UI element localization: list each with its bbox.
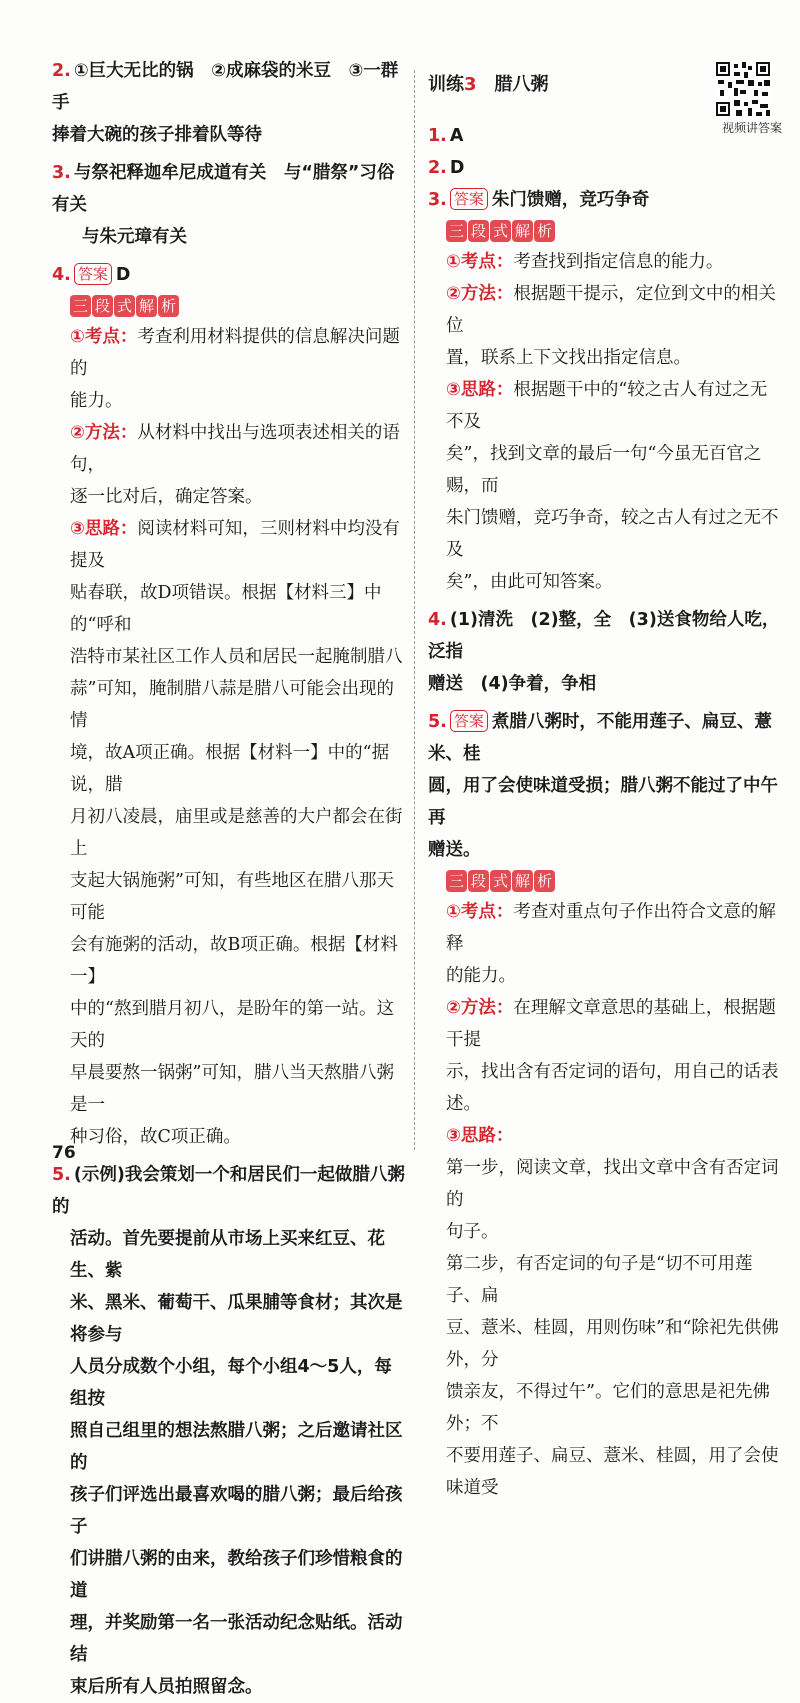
analysis-tag: 三 段 式 解 析 [428,220,556,242]
analysis-tag: 三 段 式 解 析 [428,870,556,892]
left-column [52,55,407,1703]
q-number: 2. [52,61,71,81]
q2-line-1: ①巨大无比的锅 ②成麻袋的米豆 ③一群手 [52,61,399,113]
q-number: 3. [52,163,71,183]
right-analysis-2: ①考点：考查对重点句子作出符合文意的解释 的能力。 ②方法：在理解文章意思的基础上，根据题干提 示，找出含有否定词的语句，用自己的话表述。 ③思路： 第一步，阅读文章，找出文章中含有否定词的 句子。 第二步，有否定词的句子是“切不可用莲子、扁 豆、薏米、桂圆，用则伤味”和“除祀先供佛外，分 馈亲友，不得过午”。它们的意思是祀先佛外；不 不要用莲子、扁豆、薏米、桂圆，用了会使味道受 [446,902,779,1498]
q2-answer: D [449,158,465,178]
left-q3 [52,157,407,253]
qr-code-icon[interactable] [714,60,772,118]
left-q5: 5. (示例)我会策划一个和居民们一起做腊八粥的 活动。首先要提前从市场上买来红豆、花生、紫 米、黑米、葡萄干、瓜果脯等食材；其次是将参与 人员分成数个小组，每个小组4～5人，每组按 照自己组里的想法熬腊八粥；之后邀请社区的 孩子们评选出最喜欢喝的腊八粥；最后给孩子 们讲腊八粥的由来，教给孩子们珍惜粮食的道 理，并奖励第一名一张活动纪念贴纸。活动结 束后所有人员拍照留念。 [52,1165,405,1697]
q-number: 5. [52,1165,71,1185]
answer-tag: 答案 [450,710,488,732]
qr-caption: 视频讲答案 [721,121,782,135]
q3-line-1: 与祭祀释迦牟尼成道有关 与“腊祭”习俗有关 [52,163,395,215]
kaodian-label: ①考点： [70,327,138,347]
page-number: 76 [52,1143,76,1163]
column-divider [414,70,415,1150]
right-q5: 5. 答案 煮腊八粥时，不能用莲子、扁豆、薏米、桂 圆，用了会使味道受损；腊八粥不能过了中午再 赠送。 [428,712,778,860]
left-analysis: ①考点：考查利用材料提供的信息解决问题的 能力。 ②方法：从材料中找出与选项表述相关的语句， 逐一比对后，确定答案。 ③思路：阅读材料可知，三则材料中均没有提及 贴春联，故D项错误。根据【材料三】中的“呼和 浩特市某社区工作人员和居民一起腌制腊八 蒜”可知，腌制腊八蒜是腊八可能会出现的情 境，故A项正确。根据【材料一】中的“据说，腊 月初八凌晨，庙里或是慈善的大户都会在街上 支起大锅施粥”可知，有些地区在腊八那天可能 会有施粥的活动，故B项正确。根据【材料一】 中的“熬到腊月初八，是盼年的第一站。这天的 早晨要熬一锅粥”可知，腊八当天熬腊八粥是一 种习俗，故C项正确。 [70,327,403,1147]
analysis-tag: 三 段 式 解 析 [52,295,180,317]
right-analysis-1: ①考点：考查找到指定信息的能力。 ②方法：根据题干提示，定位到文中的相关位 置，联系上下文找出指定信息。 ③思路：根据题干中的“较之古人有过之无不及 矣”，找到文章的最后一句“今虽无百官之赐，而 朱门馈赠，竞巧争奇，较之古人有过之无不及 矣”，由此可知答案。 [446,252,779,592]
answer-tag: 答案 [74,263,112,285]
right-column: 训练3 腊八粥 1. A 2. D 3. 答案 朱门馈赠，竞巧争奇 三 段 式 解 析 ①考点：考查找到指定信息的能力。 ②方法：根据题干提示，定位到文中的相关位 置，联系上下文找出指定信息。 ③思路：根据题干中的“较之古人有过之无不及 矣”，找到文章的最后一句“今虽无百官之赐，而 朱门馈赠，竞巧争奇，较之古人有过之无不及 矣”，由此可知答案。 4. (1)清洗 (2)整，全 (3)送食物给人吃，泛指 赠送 (4)争着，争相 5. 答案 煮腊八粥时，不能用莲子、扁豆、薏米、桂 圆，用了会使味道受损；腊八粥不能过了中午再 赠送。 三 段 式 解 析 ①考点：考查对重点句子作出符合文意的解释 的能力。 ②方法：在理解文章意思的基础上，根据题干提 示，找出含有否定词的语句，用自己的话表述。 ③思路： 第一步，阅读文章，找出文章中含有否定词的 句子。 第二步，有否定词的句子是“切不可用莲子、扁 豆、薏米、桂圆，用则伤味”和“除祀先供佛外，分 馈亲友，不得过午”。它们的意思是祀先佛外；不 不要用莲子、扁豆、薏米、桂圆，用了会使味道受 [428,55,780,1504]
training-title: 训练3 腊八粥 [428,74,549,95]
silu-label: ③思路： [70,519,138,539]
q4-answer: D [115,265,131,285]
left-q4 [52,259,407,291]
right-q4: 4. (1)清洗 (2)整，全 (3)送食物给人吃，泛指 赠送 (4)争着，争相 [428,610,780,694]
answer-tag: 答案 [450,188,488,210]
q3-answer: 朱门馈赠，竞巧争奇 [491,190,650,210]
fangfa-label: ②方法： [70,423,138,443]
q1-answer: A [449,126,464,146]
q-number: 4. [52,265,71,285]
q3-line-2: 与朱元璋有关 [82,227,187,247]
left-q2 [52,55,407,151]
q2-line-2: 捧着大碗的孩子排着队等待 [52,125,262,145]
